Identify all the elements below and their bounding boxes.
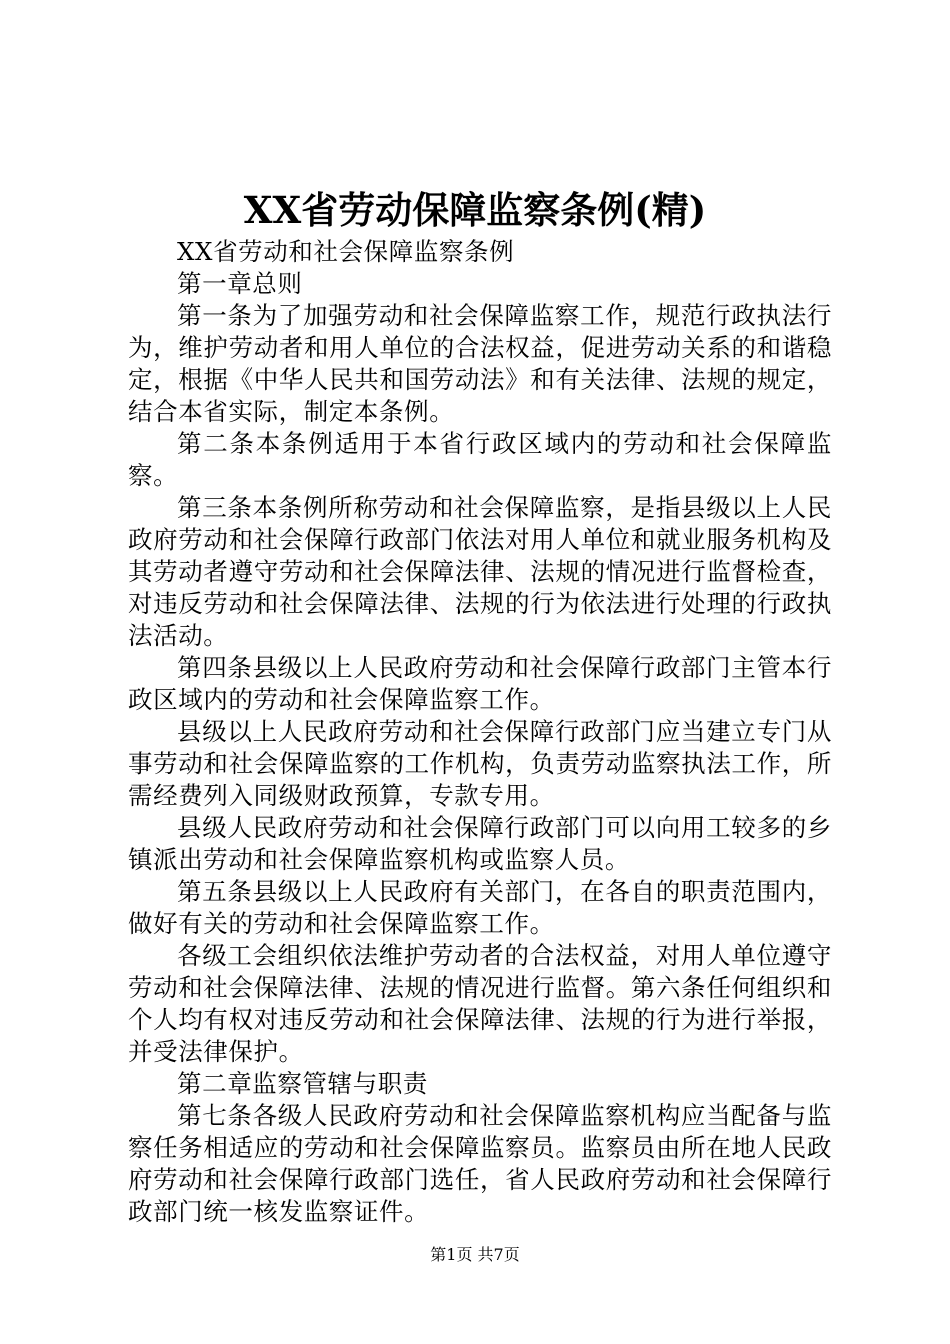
page-footer: 第1页 共7页 (430, 1245, 520, 1264)
article-5: 第五条县级以上人民政府有关部门，在各自的职责范围内，做好有关的劳动和社会保障监察工作。 (128, 877, 832, 938)
article-3: 第三条本条例所称劳动和社会保障监察，是指县级以上人民政府劳动和社会保障行政部门依法对用人单位和就业服务机构及其劳动者遵守劳动和社会保障法律、法规的情况进行监督检查，对违反劳动和社会保障法律、法规的行为依法进行处理的行政执法活动。 (128, 493, 832, 650)
chapter-heading-1: 第一章总则 (177, 269, 303, 298)
paragraph-regulation-name: XX省劳动和社会保障监察条例 (177, 237, 515, 266)
document-title: XX省劳动保障监察条例(精) (243, 188, 707, 232)
article-4-para-3: 县级人民政府劳动和社会保障行政部门可以向用工较多的乡镇派出劳动和社会保障监察机构或监察人员。 (128, 813, 832, 874)
article-7: 第七条各级人民政府劳动和社会保障监察机构应当配备与监察任务相适应的劳动和社会保障监察员。监察员由所在地人民政府劳动和社会保障行政部门选任，省人民政府劳动和社会保障行政部门统一核发监察证件。 (128, 1101, 832, 1226)
document-body (128, 236, 832, 1228)
chapter-heading-2: 第二章监察管辖与职责 (177, 1069, 428, 1098)
article-4-para-2: 县级以上人民政府劳动和社会保障行政部门应当建立专门从事劳动和社会保障监察的工作机构，负责劳动监察执法工作，所需经费列入同级财政预算，专款专用。 (128, 717, 832, 810)
article-5-para-2: 各级工会组织依法维护劳动者的合法权益，对用人单位遵守劳动和社会保障法律、法规的情况进行监督。第六条任何组织和个人均有权对违反劳动和社会保障法律、法规的行为进行举报，并受法律保护。 (128, 941, 832, 1066)
article-1: 第一条为了加强劳动和社会保障监察工作，规范行政执法行为，维护劳动者和用人单位的合法权益，促进劳动关系的和谐稳定，根据《中华人民共和国劳动法》和有关法律、法规的规定，结合本省实际，制定本条例。 (128, 301, 832, 426)
article-4: 第四条县级以上人民政府劳动和社会保障行政部门主管本行政区域内的劳动和社会保障监察工作。 (128, 653, 832, 714)
article-2: 第二条本条例适用于本省行政区域内的劳动和社会保障监察。 (128, 429, 832, 490)
